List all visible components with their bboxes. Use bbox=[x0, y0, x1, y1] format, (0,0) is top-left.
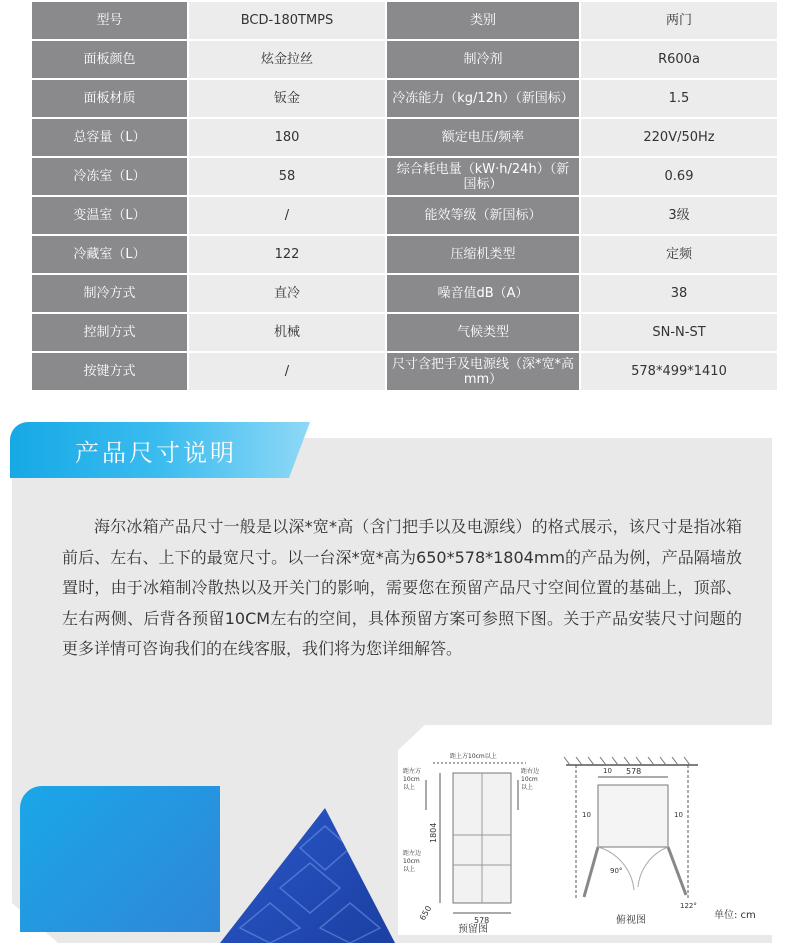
spec-value-a: 122 bbox=[189, 236, 385, 273]
front-left-note-3: 以上 bbox=[403, 784, 416, 791]
spec-label-b: 气候类型 bbox=[387, 314, 579, 351]
size-description: 海尔冰箱产品尺寸一般是以深*宽*高（含门把手以及电源线）的格式展示，该尺寸是指冰箱前后、左右、上下的最宽尺寸。以一台深*宽*高为650*578*1804mm的产品为例，产品隔墙放置时，由于冰箱制冷散热以及开关门的影响，需要您在预留产品尺寸空间位置的基础上，顶部、左右两侧、后背各预留10CM左右的空间，具体预留方案可参照下图。关于产品安装尺寸问题的更多详情可咨询我们的在线客服，我们将为您详细解答。 bbox=[62, 517, 742, 659]
spec-value-a: / bbox=[189, 353, 385, 390]
top-door-angle: 90° bbox=[610, 867, 623, 875]
spec-label-b: 类别 bbox=[387, 2, 579, 39]
unit-label: 单位: cm bbox=[714, 910, 756, 921]
spec-value-a: 机械 bbox=[189, 314, 385, 351]
front-top-note: 距上方10cm以上 bbox=[450, 753, 497, 760]
spec-value-a: / bbox=[189, 197, 385, 234]
spec-label-b: 冷冻能力（kg/12h）（新国标） bbox=[387, 80, 579, 117]
spec-value-b: 220V/50Hz bbox=[581, 119, 777, 156]
spec-row bbox=[32, 275, 777, 312]
spec-label-b: 压缩机类型 bbox=[387, 236, 579, 273]
spec-table bbox=[30, 0, 779, 392]
spec-value-b: 0.69 bbox=[581, 158, 777, 195]
spec-row bbox=[32, 80, 777, 117]
spec-value-a: 直冷 bbox=[189, 275, 385, 312]
top-gap-left-label: 10 bbox=[582, 811, 591, 819]
top-max-angle: 122° bbox=[680, 902, 697, 910]
spec-label-a: 制冷方式 bbox=[32, 275, 187, 312]
spec-label-b: 额定电压/频率 bbox=[387, 119, 579, 156]
spec-label-a: 面板颜色 bbox=[32, 41, 187, 78]
front-width-label: 578 bbox=[474, 916, 490, 925]
spec-value-b: 定频 bbox=[581, 236, 777, 273]
spec-value-a: 钣金 bbox=[189, 80, 385, 117]
front-left-note-2: 10cm bbox=[403, 776, 420, 783]
spec-value-b: R600a bbox=[581, 41, 777, 78]
top-width-label: 578 bbox=[626, 767, 642, 776]
front-depth-label: 650 bbox=[417, 904, 434, 922]
spec-row bbox=[32, 197, 777, 234]
spec-value-a: 180 bbox=[189, 119, 385, 156]
spec-value-b: 3级 bbox=[581, 197, 777, 234]
spec-value-a: 58 bbox=[189, 158, 385, 195]
spec-value-b: 578*499*1410 bbox=[581, 353, 777, 390]
spec-row bbox=[32, 236, 777, 273]
spec-label-a: 面板材质 bbox=[32, 80, 187, 117]
front-view-caption: 预留图 bbox=[458, 924, 488, 935]
spec-label-a: 变温室（L） bbox=[32, 197, 187, 234]
spec-label-a: 型号 bbox=[32, 2, 187, 39]
spec-label-a: 按键方式 bbox=[32, 353, 187, 390]
spec-label-a: 控制方式 bbox=[32, 314, 187, 351]
spec-row bbox=[32, 353, 777, 390]
front-right-note-1: 距右边 bbox=[521, 768, 540, 775]
spec-value-a: 炫金拉丝 bbox=[189, 41, 385, 78]
size-section bbox=[0, 400, 790, 949]
spec-row bbox=[32, 314, 777, 351]
spec-value-b: SN-N-ST bbox=[581, 314, 777, 351]
front-bottom-left-note-1: 距左边 bbox=[403, 850, 422, 857]
spec-label-a: 冷藏室（L） bbox=[32, 236, 187, 273]
spec-value-a: BCD-180TMPS bbox=[189, 2, 385, 39]
top-gap-right-label: 10 bbox=[674, 811, 683, 819]
spec-value-b: 1.5 bbox=[581, 80, 777, 117]
spec-label-b: 尺寸含把手及电源线（深*宽*高mm） bbox=[387, 353, 579, 390]
dimension-diagram bbox=[398, 725, 782, 935]
spec-label-a: 总容量（L） bbox=[32, 119, 187, 156]
spec-label-b: 噪音值dB（A） bbox=[387, 275, 579, 312]
spec-row bbox=[32, 2, 777, 39]
spec-label-b: 能效等级（新国标） bbox=[387, 197, 579, 234]
spec-label-a: 冷冻室（L） bbox=[32, 158, 187, 195]
spec-row bbox=[32, 158, 777, 195]
spec-row bbox=[32, 119, 777, 156]
decorative-blue-block bbox=[20, 786, 220, 932]
top-view-caption: 俯视图 bbox=[616, 915, 646, 926]
front-right-note-3: 以上 bbox=[521, 784, 534, 791]
spec-label-b: 综合耗电量（kW·h/24h）（新国标） bbox=[387, 158, 579, 195]
front-bottom-left-note-3: 以上 bbox=[403, 866, 416, 873]
spec-value-b: 38 bbox=[581, 275, 777, 312]
front-height-label: 1804 bbox=[429, 822, 438, 843]
front-left-note-1: 距左方 bbox=[403, 768, 422, 775]
spec-label-b: 制冷剂 bbox=[387, 41, 579, 78]
top-view-diagram bbox=[564, 757, 698, 900]
top-gap-top-label: 10 bbox=[603, 767, 612, 775]
front-bottom-left-note-2: 10cm bbox=[403, 858, 420, 865]
front-right-note-2: 10cm bbox=[521, 776, 538, 783]
front-view-diagram bbox=[426, 763, 526, 913]
spec-row bbox=[32, 41, 777, 78]
section-title: 产品尺寸说明 bbox=[75, 439, 237, 467]
spec-value-b: 两门 bbox=[581, 2, 777, 39]
